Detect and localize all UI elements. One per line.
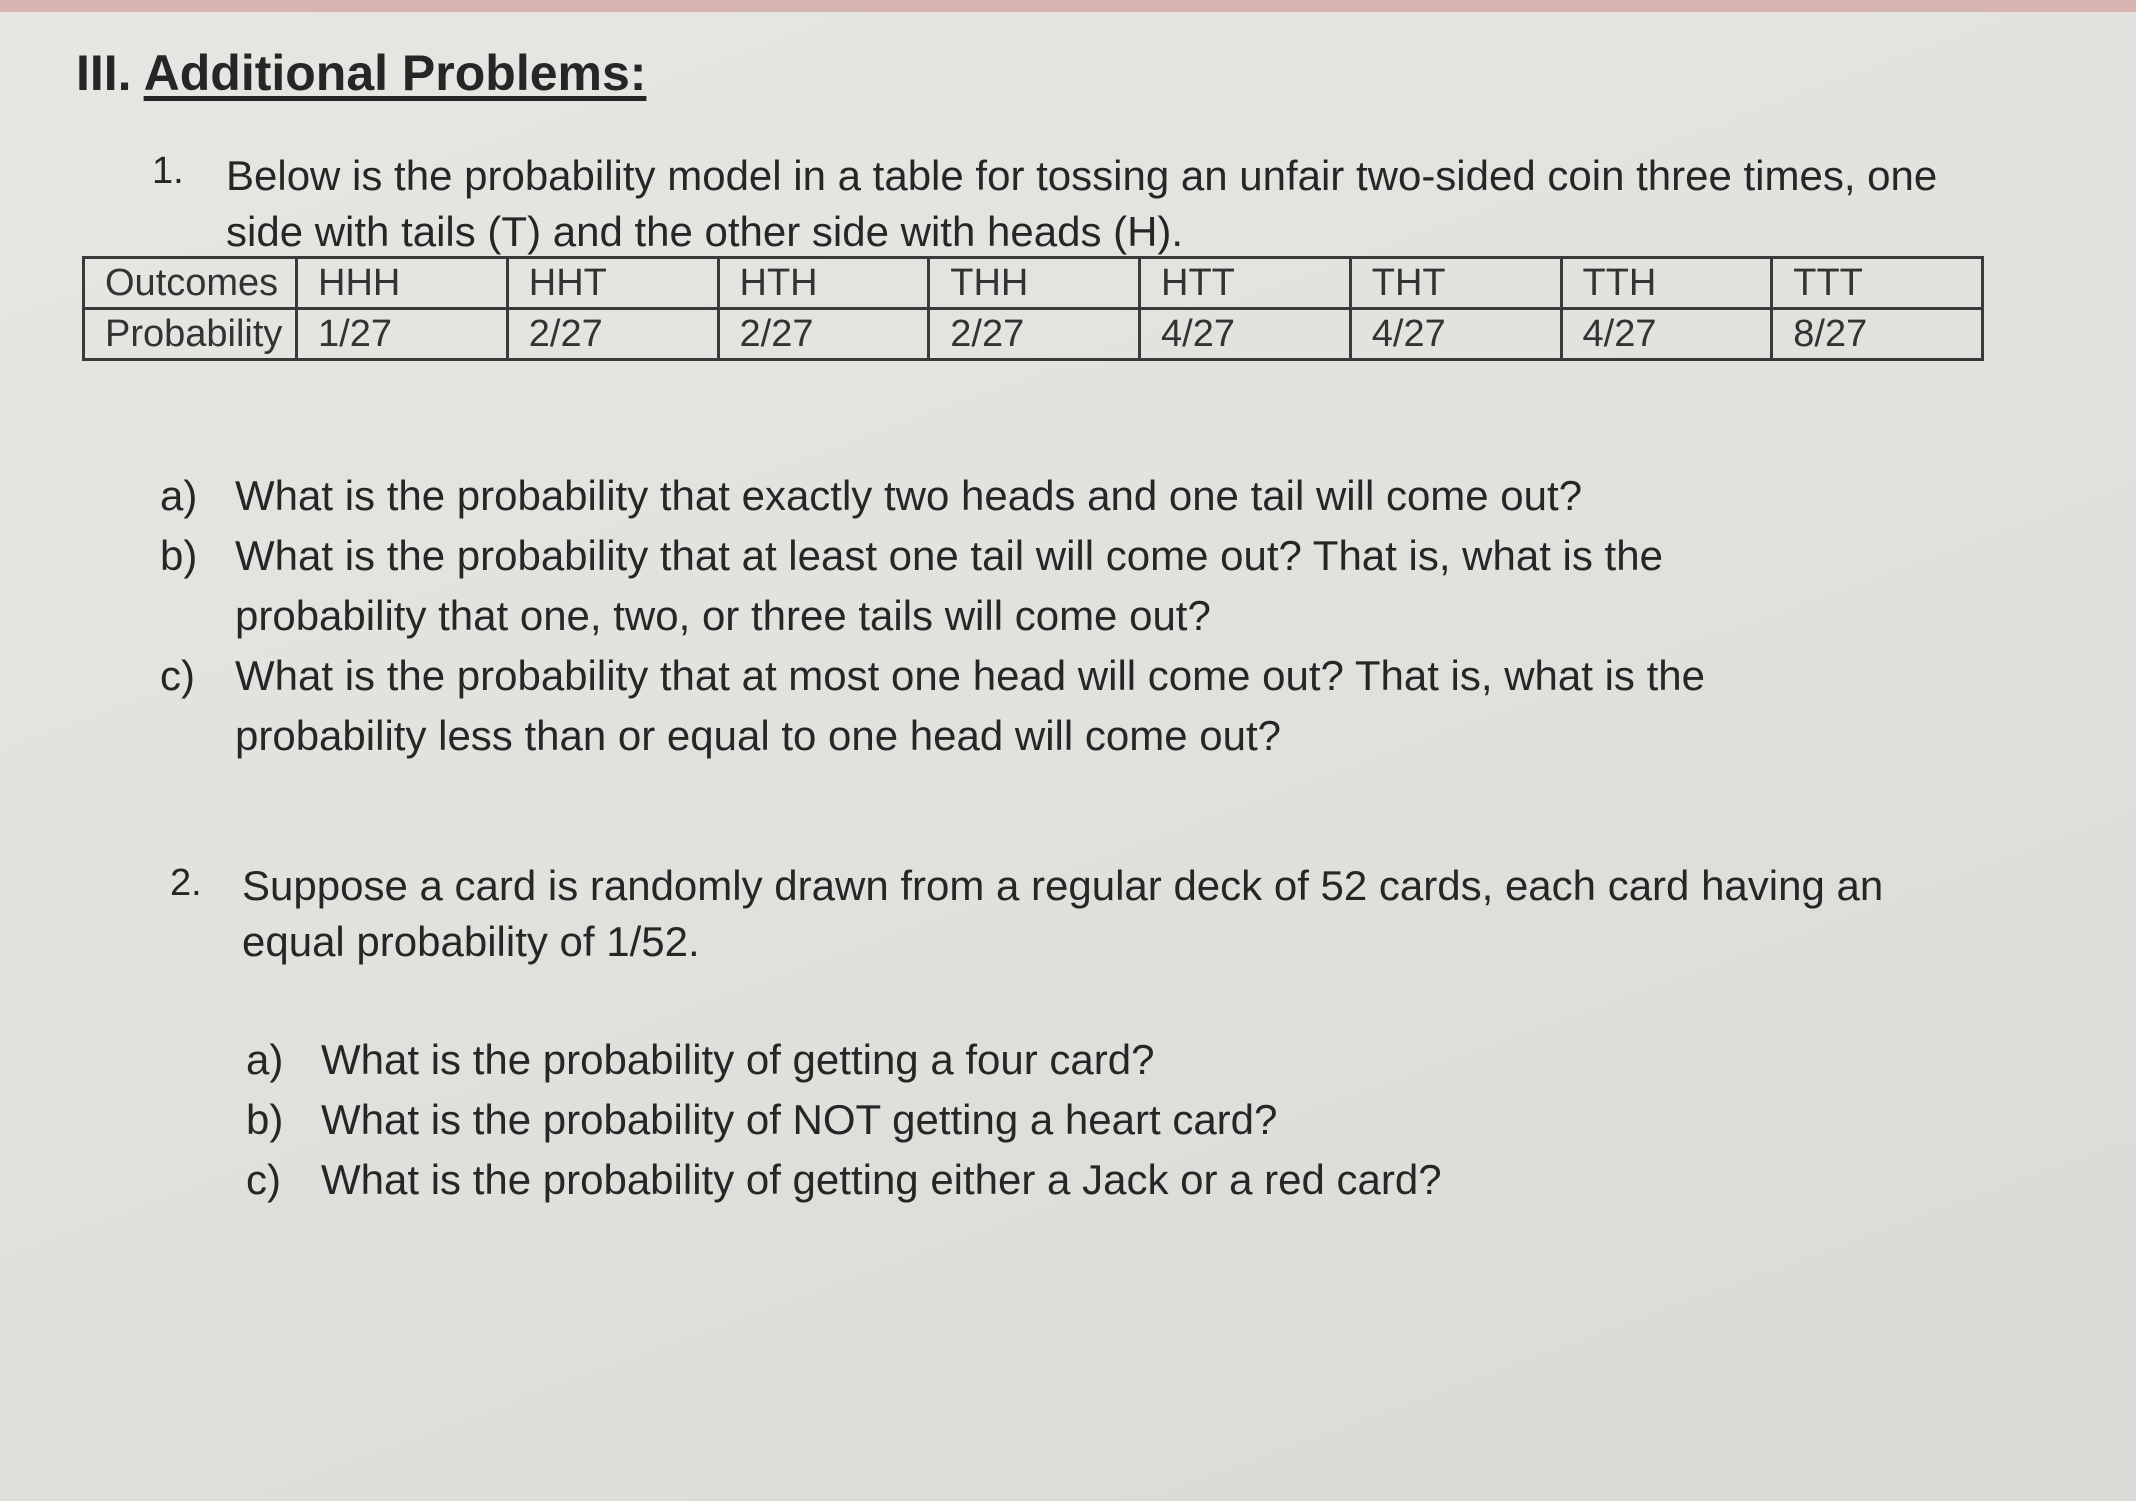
problem-1-text bbox=[226, 148, 1937, 260]
probability-header: Probability bbox=[84, 309, 297, 360]
problem-2-questions bbox=[246, 1030, 1442, 1210]
outcome-cell: HTT bbox=[1140, 258, 1351, 309]
question-line: What is the probability of getting either a Jack or a red card? bbox=[321, 1156, 1442, 1203]
probability-cell: 1/27 bbox=[297, 309, 508, 360]
outcome-cell: TTT bbox=[1772, 258, 1983, 309]
problem-1-number: 1. bbox=[152, 150, 184, 192]
question-1a bbox=[160, 466, 1705, 526]
section-heading bbox=[76, 44, 646, 102]
question-letter: c) bbox=[246, 1156, 281, 1203]
problem-2-text bbox=[242, 858, 1883, 970]
outcome-cell: TTH bbox=[1561, 258, 1772, 309]
section-number: III. bbox=[76, 45, 132, 101]
probability-cell: 2/27 bbox=[718, 309, 929, 360]
probability-cell: 4/27 bbox=[1561, 309, 1772, 360]
question-2c bbox=[246, 1150, 1442, 1210]
problem-2-line-2: equal probability of 1/52. bbox=[242, 918, 700, 965]
page-top-edge bbox=[0, 0, 2136, 12]
outcomes-row bbox=[84, 258, 1983, 309]
outcome-cell: HHT bbox=[507, 258, 718, 309]
probability-row bbox=[84, 309, 1983, 360]
probability-cell: 2/27 bbox=[507, 309, 718, 360]
probability-cell: 4/27 bbox=[1350, 309, 1561, 360]
question-line: What is the probability that exactly two heads and one tail will come out? bbox=[235, 472, 1583, 519]
problem-2-line-1: Suppose a card is randomly drawn from a regular deck of 52 cards, each card having an bbox=[242, 862, 1884, 909]
outcome-cell: THT bbox=[1350, 258, 1561, 309]
outcome-cell: THH bbox=[929, 258, 1140, 309]
question-line: What is the probability of NOT getting a heart card? bbox=[321, 1096, 1278, 1143]
question-line: What is the probability that at most one head will come out? That is, what is the bbox=[235, 652, 1705, 699]
question-line: What is the probability of getting a four card? bbox=[321, 1036, 1155, 1083]
question-letter: a) bbox=[160, 472, 198, 519]
question-1b bbox=[160, 526, 1705, 646]
section-title: Additional Problems: bbox=[143, 45, 647, 101]
probability-cell: 4/27 bbox=[1140, 309, 1351, 360]
question-line: What is the probability that at least one tail will come out? That is, what is the bbox=[235, 532, 1663, 579]
probability-cell: 2/27 bbox=[929, 309, 1140, 360]
problem-2-number: 2. bbox=[170, 862, 202, 904]
outcomes-header: Outcomes bbox=[84, 258, 297, 309]
problem-1-line-1: Below is the probability model in a table for tossing an unfair two-sided coin three times, one bbox=[226, 152, 1938, 199]
question-line: probability less than or equal to one head will come out? bbox=[235, 712, 1281, 759]
outcome-cell: HHH bbox=[297, 258, 508, 309]
question-letter: b) bbox=[246, 1096, 284, 1143]
probability-table bbox=[82, 256, 1984, 361]
probability-cell: 8/27 bbox=[1772, 309, 1983, 360]
question-line: probability that one, two, or three tails will come out? bbox=[235, 592, 1211, 639]
question-2a bbox=[246, 1030, 1442, 1090]
question-1c bbox=[160, 646, 1705, 766]
outcome-cell: HTH bbox=[718, 258, 929, 309]
question-letter: a) bbox=[246, 1036, 284, 1083]
problem-1-questions bbox=[160, 466, 1705, 766]
question-2b bbox=[246, 1090, 1442, 1150]
problem-1-line-2: side with tails (T) and the other side with heads (H). bbox=[226, 208, 1184, 255]
question-letter: b) bbox=[160, 532, 198, 579]
question-letter: c) bbox=[160, 652, 195, 699]
